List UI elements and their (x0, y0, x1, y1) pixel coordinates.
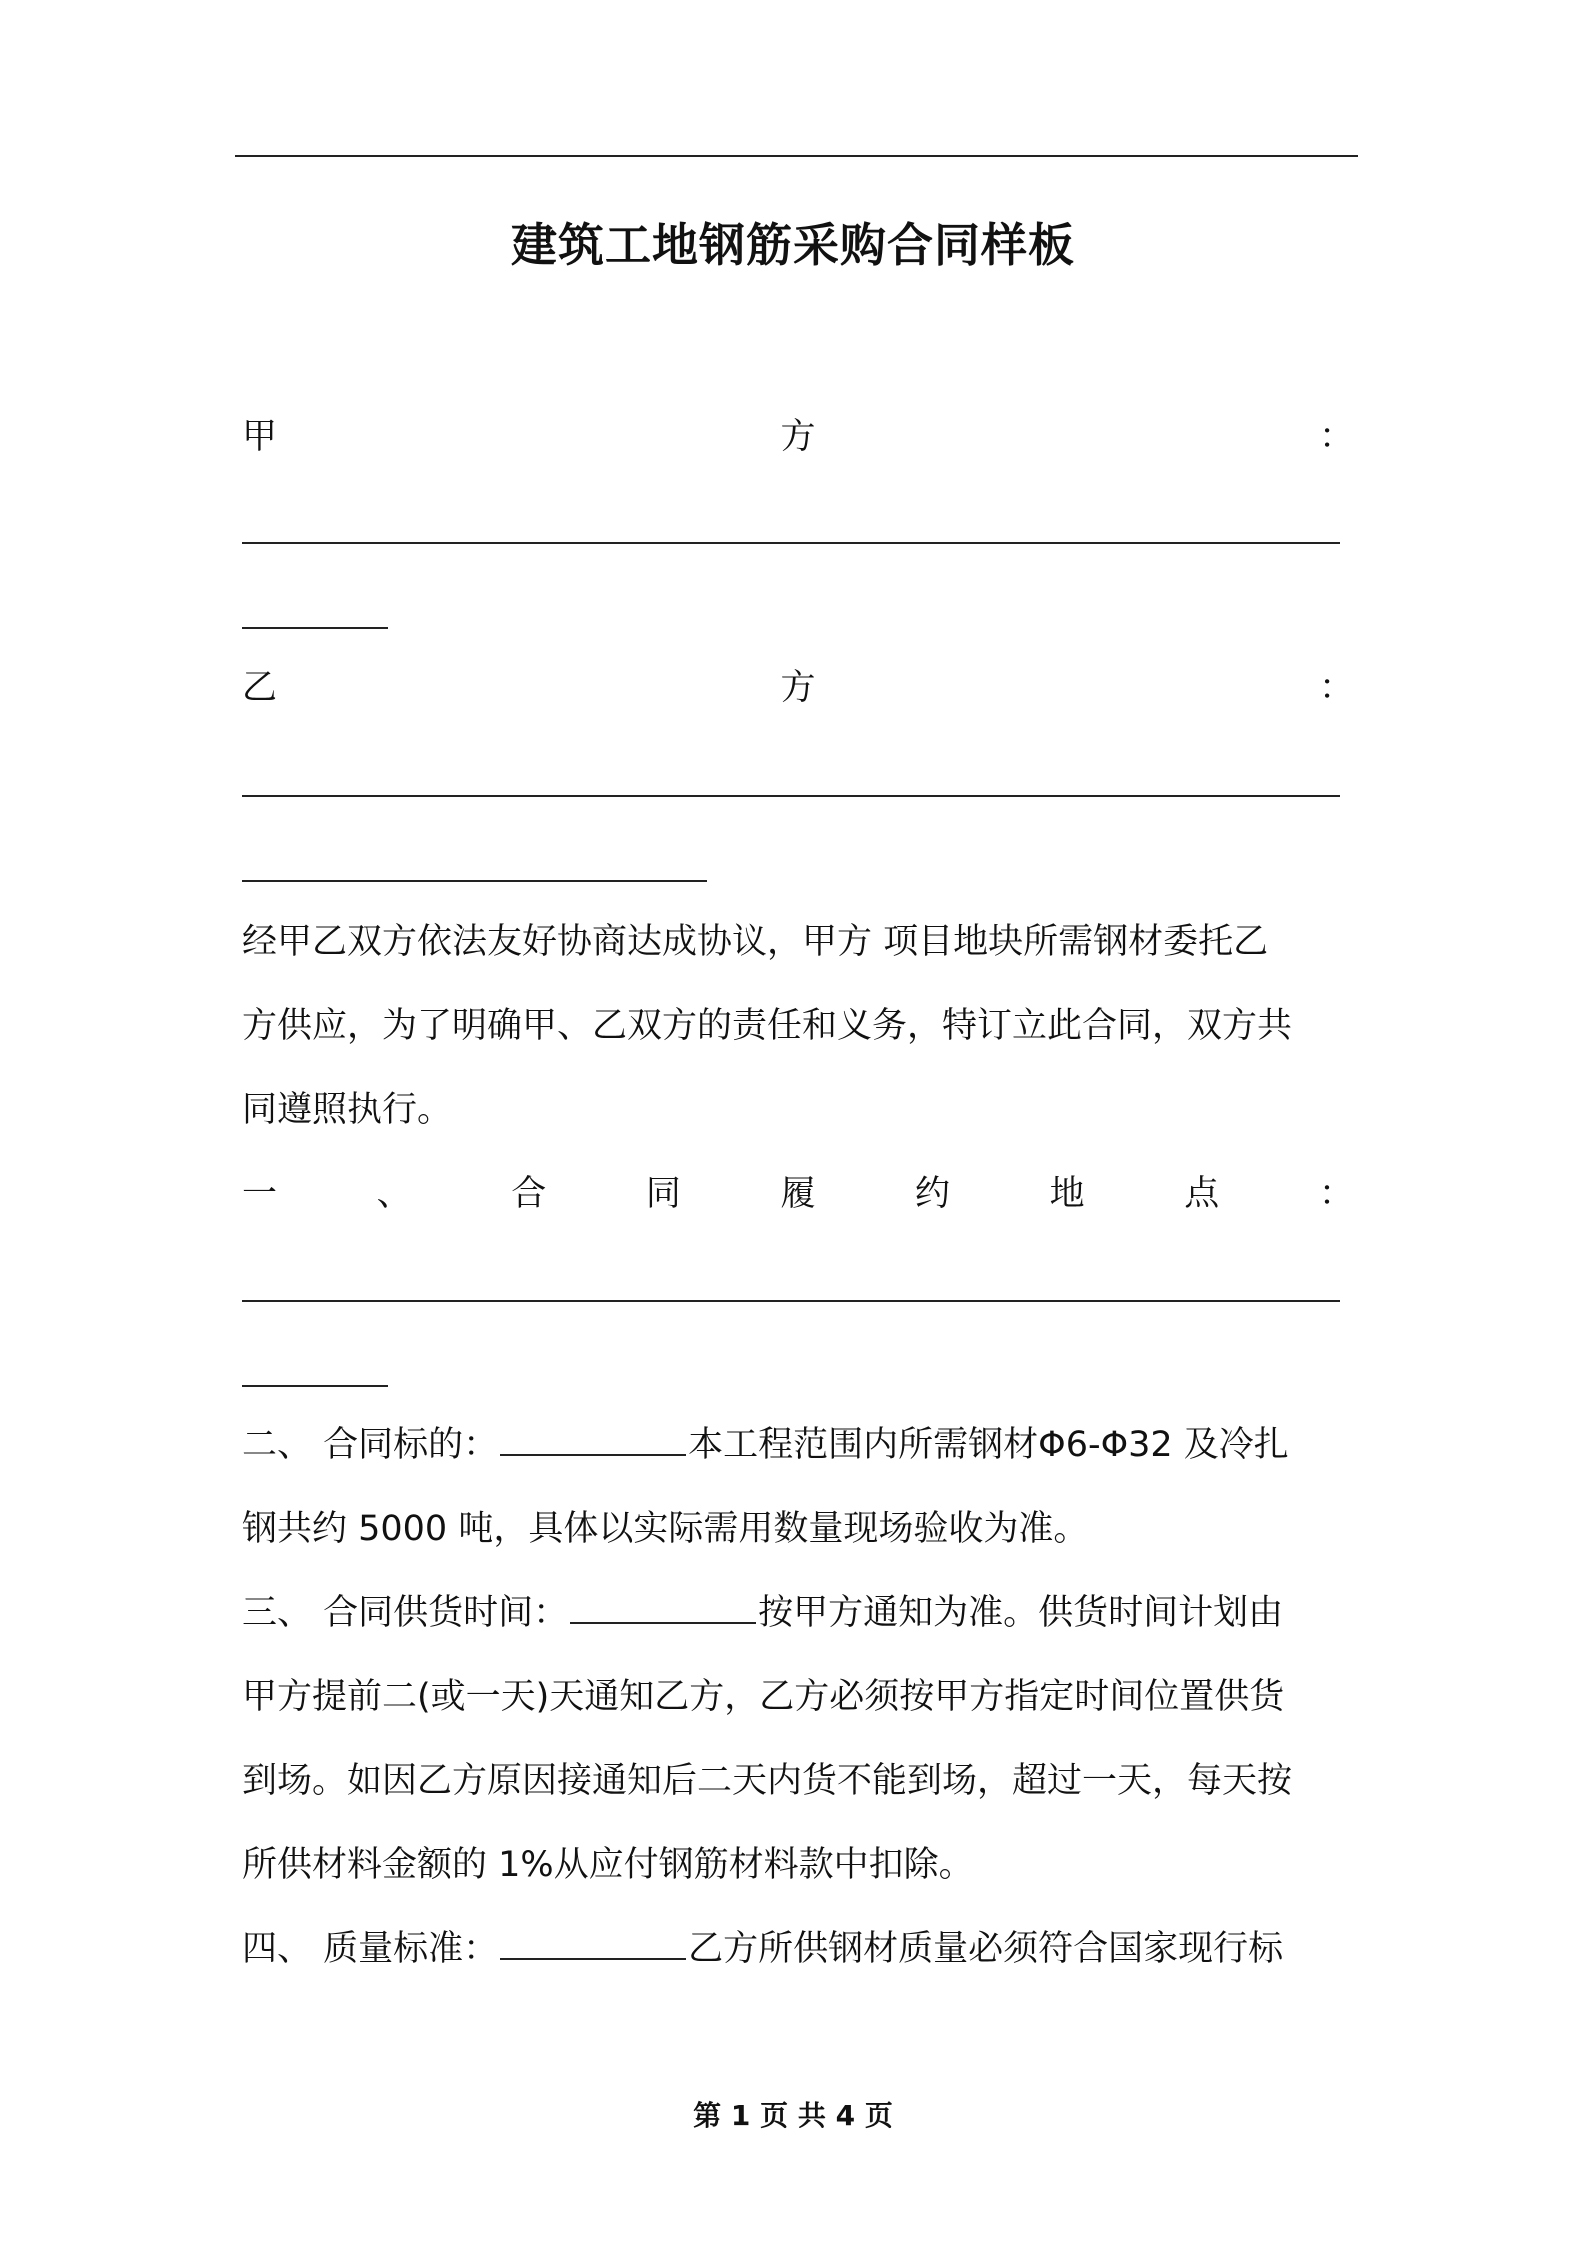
section-4-prefix: 四、 质量标准： (242, 1929, 499, 1969)
section-4-line-1 (242, 1907, 1354, 1991)
document-title: 建筑工地钢筋采购合同样板 (511, 218, 1075, 272)
header-rule (235, 155, 1358, 157)
intro-line-2: 方供应，为了明确甲、乙双方的责任和义务，特订立此合同，双方共 (242, 1006, 1293, 1046)
section-2-line-1-text: 本工程范围内所需钢材Φ6-Φ32 及冷扎 (688, 1425, 1289, 1465)
section-1-char-8: 点 (1184, 1174, 1220, 1214)
section-2-line-1 (242, 1403, 1354, 1487)
section-2-blank (500, 1428, 686, 1456)
section-1-blank-line-1 (242, 1300, 1340, 1302)
section-3-line-1-text: 按甲方通知为准。供货时间计划由 (758, 1593, 1284, 1633)
section-1-char-2: 、 (376, 1174, 412, 1214)
party-b-label (242, 646, 1354, 730)
section-1-char-3: 合 (511, 1174, 547, 1214)
section-3-line-3: 到场。如因乙方原因接通知后二天内货不能到场，超过一天，每天按 (242, 1761, 1293, 1801)
section-1-char-9: ： (1318, 1174, 1354, 1214)
section-3-blank (570, 1596, 756, 1624)
section-1-char-1: 一 (242, 1174, 278, 1214)
party-b-blank-line-2 (242, 880, 707, 882)
section-3-prefix: 三、 合同供货时间： (242, 1593, 569, 1633)
party-b-char-3: ： (1318, 668, 1354, 708)
section-4-blank (500, 1932, 686, 1960)
section-1-char-6: 约 (915, 1174, 951, 1214)
party-b-char-2: 方 (780, 668, 816, 708)
section-3-line-2: 甲方提前二(或一天)天通知乙方，乙方必须按甲方指定时间位置供货 (242, 1677, 1285, 1717)
party-a-char-2: 方 (780, 417, 816, 457)
section-1-blank-line-2 (242, 1385, 388, 1387)
party-b-char-1: 乙 (242, 668, 278, 708)
section-3-line-4: 所供材料金额的 1%从应付钢筋材料款中扣除。 (242, 1845, 974, 1885)
party-b-blank-line-1 (242, 795, 1340, 797)
section-2 (242, 1403, 1354, 1571)
section-1-char-4: 同 (645, 1174, 681, 1214)
party-a-char-3: ： (1318, 417, 1354, 457)
intro-paragraph (242, 900, 1354, 1152)
section-4 (242, 1907, 1354, 1991)
section-2-line-2: 钢共约 5000 吨，具体以实际需用数量现场验收为准。 (242, 1509, 1089, 1549)
party-a-blank-line-2 (242, 627, 388, 629)
section-1-heading (242, 1152, 1354, 1236)
section-3 (242, 1571, 1354, 1907)
intro-line-1: 经甲乙双方依法友好协商达成协议，甲方 项目地块所需钢材委托乙 (242, 922, 1269, 962)
section-4-line-1-text: 乙方所供钢材质量必须符合国家现行标 (688, 1929, 1284, 1969)
section-1-char-5: 履 (780, 1174, 816, 1214)
page-footer: 第 1 页 共 4 页 (693, 2099, 893, 2132)
section-3-line-1 (242, 1571, 1354, 1655)
party-a-char-1: 甲 (242, 417, 278, 457)
intro-line-3: 同遵照执行。 (242, 1090, 453, 1130)
section-1-char-7: 地 (1049, 1174, 1085, 1214)
party-a-blank-line-1 (242, 542, 1340, 544)
section-2-prefix: 二、 合同标的： (242, 1425, 499, 1465)
party-a-label (242, 395, 1354, 479)
